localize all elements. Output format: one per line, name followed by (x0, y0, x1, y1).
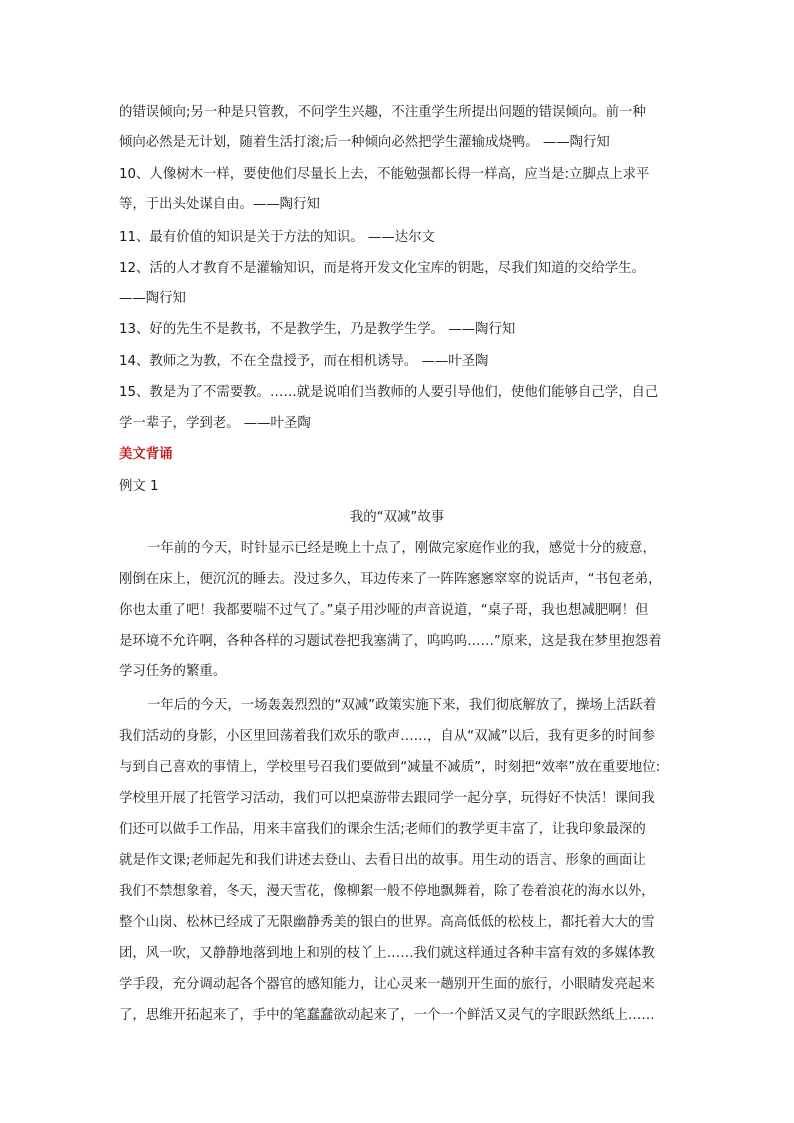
quote-line: 12、活的人才教育不是灌输知识，而是将开发文化宝库的钥匙，尽我们知道的交给学生。 (119, 261, 645, 276)
example-label: 例文 1 (119, 479, 159, 494)
quote-line: 等，于出头处谋自由。——陶行知 (119, 197, 320, 212)
quote-line: 15、教是为了不需要教。……就是说咱们当教师的人要引导他们，使他们能够自己学，自己 (119, 385, 659, 400)
essay-line: 刚倒在床上，便沉沉的睡去。没过多久，耳边传来了一阵阵窸窸窣窣的说话声，“书包老弟， (119, 572, 662, 587)
essay-title: 我的“双减”故事 (349, 510, 445, 525)
essay-line: 就是作文课;老师起先和我们讲述去登山、去看日出的故事。用生动的语言、形象的画面让 (119, 853, 646, 868)
quote-line: 11、最有价值的知识是关于方法的知识。 ——达尔文 (119, 230, 435, 245)
essay-line: 们还可以做手工作品，用来丰富我们的课余生活;老师们的教学更丰富了，让我印象最深的 (119, 822, 646, 837)
essay-line: 你也太重了吧！我都要喘不过气了。”桌子用沙哑的声音说道，“桌子哥，我也想减肥啊！但 (119, 603, 649, 618)
essay-line: 了，思维开拓起来了，手中的笔蠢蠢欲动起来了，一个一个鲜活又灵气的字眼跃然纸上…… (119, 1008, 655, 1023)
essay-line: 我们活动的身影，小区里回荡着我们欢乐的歌声……，自从“双减”以后，我有更多的时间参 (119, 729, 656, 744)
quote-line: 的错误倾向;另一种是只管教，不问学生兴趣，不注重学生所提出问题的错误倾向。前一种 (119, 105, 646, 120)
quote-line: 14、教师之为教，不在全盘授予，而在相机诱导。 ——叶圣陶 (119, 354, 489, 369)
essay-line: 一年前的今天，时针显示已经是晚上十点了，刚做完家庭作业的我，感觉十分的疲意， (147, 541, 656, 556)
essay-line: 学习任务的繁重。 (119, 664, 227, 679)
essay-line: 与到自己喜欢的事情上，学校里号召我们要做到“减量不减质”，时刻把“效率”放在重要地位: (119, 760, 661, 775)
essay-line: 学手段，充分调动起各个器官的感知能力，让心灵来一趟别开生面的旅行，小眼睛发亮起来 (119, 977, 655, 992)
essay-line: 团，风一吹，又静静地落到地上和别的枝丫上……我们就这样通过各种丰富有效的多媒体教 (119, 946, 655, 961)
essay-line: 是环境不允许啊，各种各样的习题试卷把我塞满了，呜呜呜……”原来，这是我在梦里抱怨着 (119, 634, 662, 649)
quote-line: 学一辈子，学到老。 ——叶圣陶 (119, 416, 311, 431)
essay-line: 学校里开展了托管学习活动，我们可以把桌游带去跟同学一起分享，玩得好不快活！课间我 (119, 791, 655, 806)
quote-line: 倾向必然是无计划，随着生活打滚;后一种倾向必然把学生灌输成烧鸭。 ——陶行知 (119, 135, 610, 150)
quote-line: ——陶行知 (119, 291, 186, 306)
essay-line: 我们不禁想象着，冬天，漫天雪花，像柳絮一般不停地飘舞着，除了卷着浪花的海水以外， (119, 884, 655, 899)
section-heading: 美文背诵 (119, 447, 173, 462)
quote-line: 13、好的先生不是教书，不是教学生，乃是教学生学。 ——陶行知 (119, 322, 516, 337)
essay-line: 一年后的今天，一场轰轰烈烈的“双减”政策实施下来，我们彻底解放了，操场上活跃着 (147, 698, 657, 713)
quote-line: 10、人像树木一样，要使他们尽量长上去，不能勉强都长得一样高，应当是:立脚点上求平 (119, 167, 650, 182)
essay-line: 整个山岗、松林已经成了无限幽静秀美的银白的世界。高高低低的松枝上，都托着大大的雪 (119, 915, 655, 930)
